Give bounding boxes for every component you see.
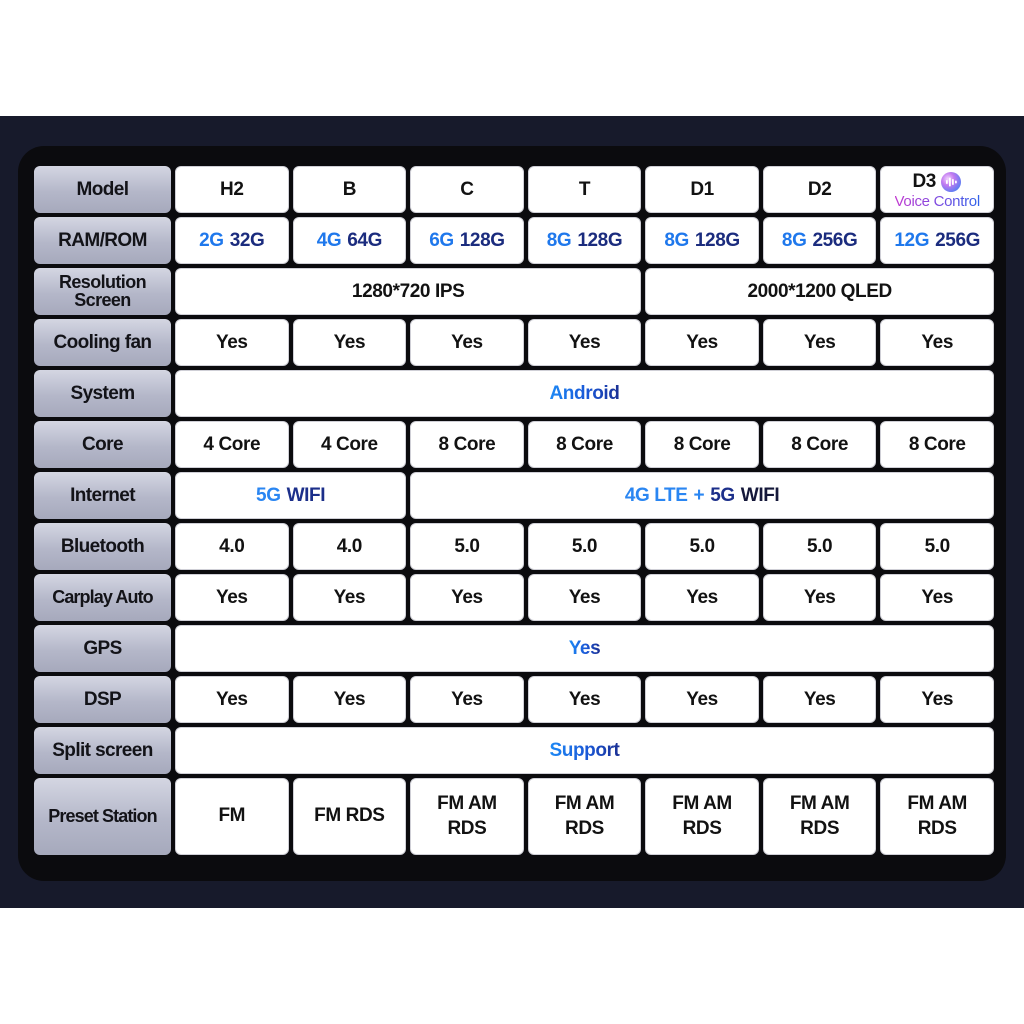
split-screen-cell (175, 727, 994, 774)
spec-comparison-table (34, 166, 994, 855)
split-screen-value: Support (549, 739, 620, 761)
preset-line1: FM AM (554, 793, 615, 815)
bluetooth-cell: 4.0 (175, 523, 289, 570)
dsp-cell: Yes (880, 676, 994, 723)
core-cell: 8 Core (410, 421, 524, 468)
row-label-preset-station: Preset Station (34, 778, 171, 855)
rom-value: 256G (812, 229, 858, 251)
ram-rom-cell (645, 217, 759, 264)
model-cell-h2: H2 (175, 166, 289, 213)
preset-station-cell (763, 778, 877, 855)
voice-control-label: Voice Control (894, 192, 980, 210)
preset-station-cell (528, 778, 642, 855)
preset-station-cell (175, 778, 289, 855)
model-d3-heading (912, 171, 962, 193)
ram-value: 4G (316, 229, 342, 251)
preset-line1: FM AM (672, 793, 732, 815)
cooling-fan-cell: Yes (645, 319, 759, 366)
core-cell: 8 Core (763, 421, 877, 468)
rom-value: 128G (694, 229, 740, 251)
dsp-cell: Yes (645, 676, 759, 723)
model-cell-d1: D1 (645, 166, 759, 213)
ram-rom-cell (293, 217, 407, 264)
row-label-bluetooth: Bluetooth (34, 523, 171, 570)
row-label-system: System (34, 370, 171, 417)
internet-5g: 5G (256, 484, 281, 506)
system-value: Android (549, 382, 620, 404)
row-label-model: Model (34, 166, 171, 213)
ram-rom-cell (880, 217, 994, 264)
ram-value: 8G (781, 229, 807, 251)
preset-station-cell (410, 778, 524, 855)
carplay-auto-cell: Yes (410, 574, 524, 621)
ram-value: 2G (199, 229, 224, 251)
ram-rom-cell (528, 217, 642, 264)
core-cell: 8 Core (528, 421, 642, 468)
rom-value: 128G (459, 229, 505, 251)
bluetooth-cell: 5.0 (645, 523, 759, 570)
model-cell-t: T (528, 166, 642, 213)
model-cell-b: B (293, 166, 407, 213)
core-cell: 8 Core (880, 421, 994, 468)
core-cell: 4 Core (175, 421, 289, 468)
row-label-internet: Internet (34, 472, 171, 519)
preset-station-cell (880, 778, 994, 855)
preset-line2: RDS (565, 817, 604, 839)
dsp-cell: Yes (528, 676, 642, 723)
preset-station-cell (645, 778, 759, 855)
ram-rom-cell (175, 217, 289, 264)
carplay-auto-cell: Yes (293, 574, 407, 621)
voice-wave-icon (940, 171, 962, 193)
core-cell: 8 Core (645, 421, 759, 468)
carplay-auto-cell: Yes (175, 574, 289, 621)
system-cell (175, 370, 994, 417)
dsp-cell: Yes (175, 676, 289, 723)
row-label-carplay-auto: Carplay Auto (34, 574, 171, 621)
model-cell-d2: D2 (763, 166, 877, 213)
model-cell-d3 (880, 166, 994, 213)
core-cell: 4 Core (293, 421, 407, 468)
row-label-cooling-fan: Cooling fan (34, 319, 171, 366)
carplay-auto-cell: Yes (528, 574, 642, 621)
cooling-fan-cell: Yes (293, 319, 407, 366)
carplay-auto-cell: Yes (645, 574, 759, 621)
internet-4g-lte: 4G LTE (624, 484, 688, 506)
bluetooth-cell: 4.0 (293, 523, 407, 570)
row-label-dsp: DSP (34, 676, 171, 723)
row-label-core: Core (34, 421, 171, 468)
rom-value: 64G (347, 229, 382, 251)
rom-value: 32G (229, 229, 265, 251)
row-label-resolution-line1: Resolution (59, 271, 146, 292)
preset-line2: RDS (800, 817, 840, 839)
carplay-auto-cell: Yes (880, 574, 994, 621)
ram-value: 12G (894, 229, 930, 251)
model-name-d3: D3 (912, 171, 936, 192)
bluetooth-cell: 5.0 (410, 523, 524, 570)
preset-line1: FM AM (437, 793, 497, 815)
gps-cell (175, 625, 994, 672)
ram-value: 8G (664, 229, 689, 251)
preset-line1: FM AM (907, 793, 967, 815)
preset-line2: RDS (917, 817, 957, 839)
row-label-split-screen: Split screen (34, 727, 171, 774)
row-label-resolution-line2: Screen (74, 289, 131, 310)
bluetooth-cell: 5.0 (880, 523, 994, 570)
rom-value: 128G (577, 229, 623, 251)
ram-rom-cell (763, 217, 877, 264)
internet-plus: + (693, 484, 705, 506)
bluetooth-cell: 5.0 (528, 523, 642, 570)
internet-cell-wifi (175, 472, 406, 519)
resolution-cell-ips: 1280*720 IPS (175, 268, 641, 315)
cooling-fan-cell: Yes (880, 319, 994, 366)
cooling-fan-cell: Yes (528, 319, 642, 366)
row-label-resolution-screen (34, 268, 171, 315)
preset-line1: FM RDS (314, 805, 385, 827)
ram-rom-cell (410, 217, 524, 264)
dsp-cell: Yes (763, 676, 877, 723)
dsp-cell: Yes (410, 676, 524, 723)
preset-line2: RDS (447, 817, 487, 839)
preset-line1: FM AM (789, 793, 850, 815)
internet-wifi: WIFI (740, 484, 780, 506)
preset-line2: RDS (682, 817, 722, 839)
internet-5g: 5G (710, 484, 735, 506)
ram-value: 6G (429, 229, 454, 251)
carplay-auto-cell: Yes (763, 574, 877, 621)
preset-line1: FM (218, 805, 246, 827)
preset-station-cell (293, 778, 407, 855)
gps-value: Yes (568, 637, 601, 659)
row-label-gps: GPS (34, 625, 171, 672)
internet-cell-lte-wifi (410, 472, 994, 519)
ram-value: 8G (546, 229, 572, 251)
model-cell-c: C (410, 166, 524, 213)
rom-value: 256G (935, 229, 980, 251)
cooling-fan-cell: Yes (175, 319, 289, 366)
bluetooth-cell: 5.0 (763, 523, 877, 570)
dsp-cell: Yes (293, 676, 407, 723)
cooling-fan-cell: Yes (410, 319, 524, 366)
row-label-ram-rom: RAM/ROM (34, 217, 171, 264)
internet-wifi: WIFI (286, 484, 326, 506)
resolution-cell-qled: 2000*1200 QLED (645, 268, 994, 315)
cooling-fan-cell: Yes (763, 319, 877, 366)
